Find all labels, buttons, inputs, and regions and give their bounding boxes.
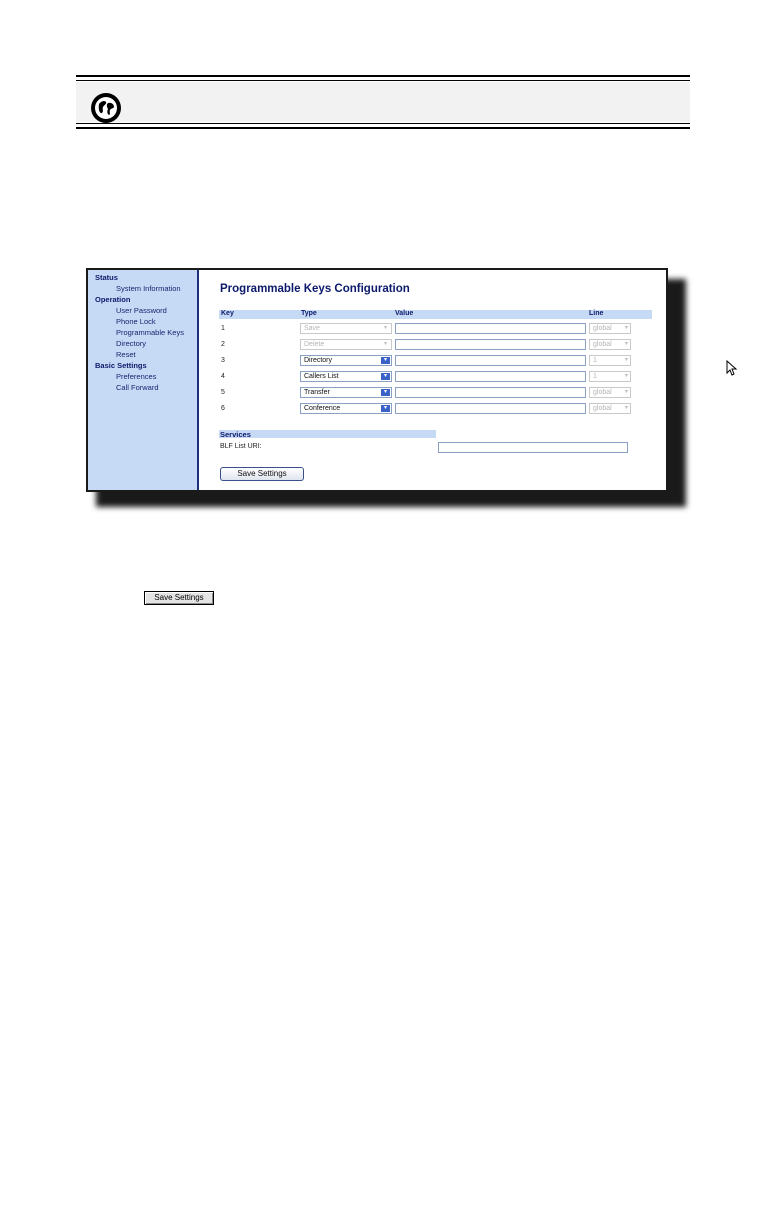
- type-select: [300, 339, 392, 350]
- line-select-value: global: [593, 389, 612, 396]
- chevron-down-icon[interactable]: ▾: [381, 373, 390, 380]
- value-input[interactable]: [395, 323, 586, 334]
- mouse-pointer-icon: [726, 360, 740, 376]
- sidebar-item-reset[interactable]: Reset: [116, 350, 136, 359]
- save-settings-button-illustration[interactable]: Save Settings: [144, 591, 214, 605]
- key-number: 3: [221, 357, 225, 364]
- column-header-key: Key: [221, 310, 234, 317]
- type-select-value: Callers List: [304, 373, 339, 380]
- sidebar-item-user-password[interactable]: User Password: [116, 306, 167, 315]
- type-select-value: Transfer: [304, 389, 330, 396]
- value-input[interactable]: [395, 387, 586, 398]
- chevron-down-icon: ▾: [624, 389, 628, 395]
- line-select: [589, 339, 631, 350]
- value-input[interactable]: [395, 403, 586, 414]
- sidebar-item-phone-lock[interactable]: Phone Lock: [116, 317, 156, 326]
- sidebar-section-status: Status: [95, 273, 118, 282]
- sidebar: [88, 270, 199, 490]
- page-title: Programmable Keys Configuration: [220, 283, 410, 295]
- type-select-value: Delete: [304, 341, 325, 348]
- chevron-down-icon[interactable]: ▾: [381, 405, 390, 412]
- type-select-value: Save: [304, 325, 320, 332]
- web-ui-window: [86, 268, 668, 492]
- top-rule-thin: [76, 80, 690, 81]
- sidebar-item-preferences[interactable]: Preferences: [116, 372, 157, 381]
- line-select-value: global: [593, 341, 612, 348]
- line-select-value: 1: [593, 373, 597, 380]
- line-select: [589, 323, 631, 334]
- top-rule: [76, 75, 690, 77]
- chevron-down-icon: ▾: [624, 325, 628, 331]
- line-select: [589, 387, 631, 398]
- services-heading: Services: [220, 430, 251, 439]
- line-select: [589, 371, 631, 382]
- header-bar: [76, 75, 690, 130]
- value-input[interactable]: [395, 371, 586, 382]
- type-select: [300, 323, 392, 334]
- sidebar-section-operation: Operation: [95, 295, 131, 304]
- line-select: [589, 355, 631, 366]
- line-select-value: 1: [593, 357, 597, 364]
- chevron-down-icon: ▾: [624, 341, 628, 347]
- type-select-value: Directory: [304, 357, 333, 364]
- type-select[interactable]: [300, 387, 392, 398]
- header-band: [76, 82, 690, 122]
- sidebar-item-system-information[interactable]: System Information: [116, 284, 181, 293]
- services-header-bar: [219, 430, 436, 438]
- save-settings-button[interactable]: Save Settings: [220, 467, 304, 481]
- sidebar-item-call-forward[interactable]: Call Forward: [116, 383, 159, 392]
- key-number: 1: [221, 325, 225, 332]
- table-header-bar: [219, 310, 652, 319]
- chevron-down-icon[interactable]: ▾: [381, 357, 390, 364]
- type-select-value: Conference: [304, 405, 341, 412]
- sidebar-item-programmable-keys[interactable]: Programmable Keys: [116, 328, 184, 337]
- type-select[interactable]: [300, 355, 392, 366]
- line-select-value: global: [593, 405, 612, 412]
- key-number: 5: [221, 389, 225, 396]
- key-number: 6: [221, 405, 225, 412]
- chevron-down-icon: ▾: [624, 357, 628, 363]
- chevron-down-icon: ▾: [624, 373, 628, 379]
- key-number: 4: [221, 373, 225, 380]
- sidebar-item-directory[interactable]: Directory: [116, 339, 147, 348]
- chevron-down-icon[interactable]: ▾: [381, 389, 390, 396]
- blf-list-uri-label: BLF List URI:: [220, 443, 262, 450]
- value-input[interactable]: [395, 355, 586, 366]
- bottom-rule: [76, 127, 690, 129]
- bottom-rule-thin: [76, 123, 690, 124]
- value-input[interactable]: [395, 339, 586, 350]
- column-header-value: Value: [395, 310, 414, 317]
- line-select: [589, 403, 631, 414]
- globe-icon: [90, 92, 122, 124]
- type-select[interactable]: [300, 403, 392, 414]
- sidebar-section-basic-settings: Basic Settings: [95, 361, 147, 370]
- type-select[interactable]: [300, 371, 392, 382]
- chevron-down-icon: ▾: [624, 405, 628, 411]
- main-content: [199, 270, 666, 490]
- column-header-line: Line: [589, 310, 604, 317]
- column-header-type: Type: [301, 310, 317, 317]
- chevron-down-icon: ▾: [383, 341, 387, 347]
- line-select-value: global: [593, 325, 612, 332]
- blf-list-uri-input[interactable]: [438, 442, 628, 453]
- chevron-down-icon: ▾: [383, 325, 387, 331]
- key-number: 2: [221, 341, 225, 348]
